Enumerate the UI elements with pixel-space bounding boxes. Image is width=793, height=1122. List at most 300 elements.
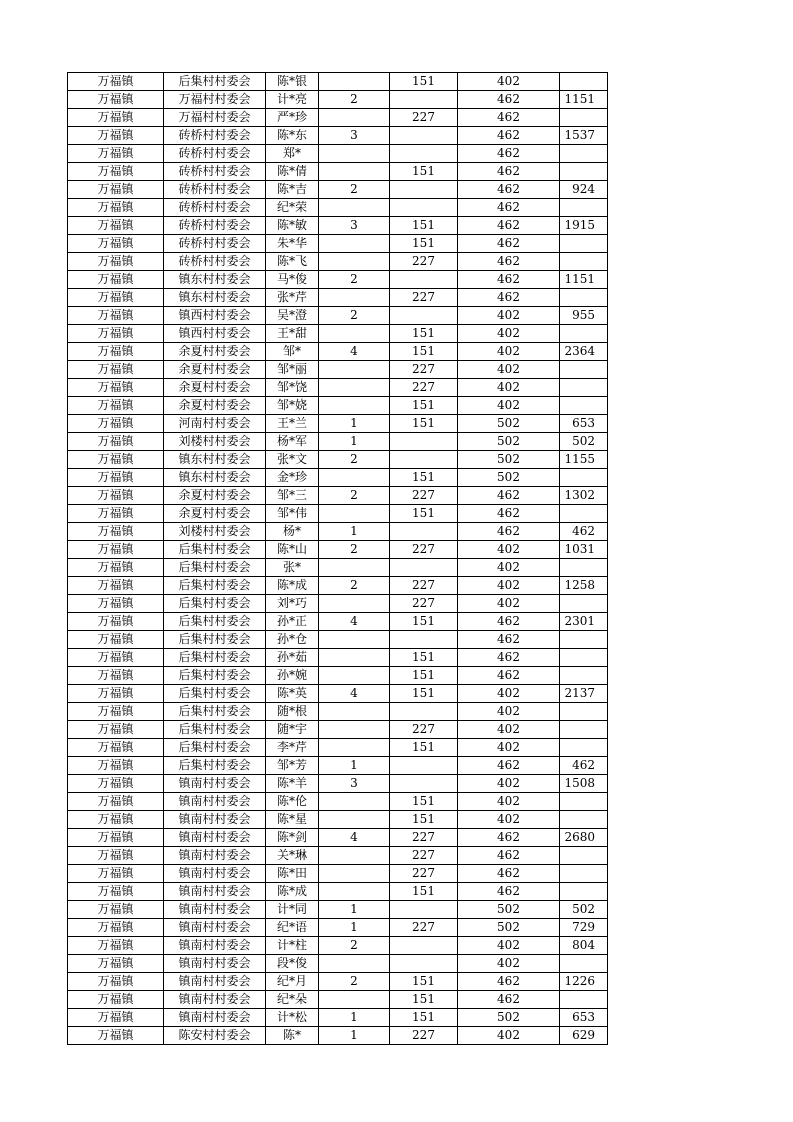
amount-b-cell: 462 (458, 289, 560, 307)
village-cell: 镇南村村委会 (164, 847, 266, 865)
amount-b-cell: 462 (458, 91, 560, 109)
village-cell: 镇南村村委会 (164, 1009, 266, 1027)
household-count-cell: 1 (319, 919, 390, 937)
table-row (68, 469, 608, 487)
village-cell: 镇南村村委会 (164, 919, 266, 937)
village-cell: 砖桥村村委会 (164, 145, 266, 163)
town-cell: 万福镇 (68, 883, 164, 901)
village-cell: 后集村村委会 (164, 613, 266, 631)
name-cell: 张*芹 (266, 289, 319, 307)
table-row (68, 361, 608, 379)
amount-a-cell (390, 775, 458, 793)
table-row (68, 901, 608, 919)
household-count-cell (319, 667, 390, 685)
household-count-cell (319, 235, 390, 253)
total-cell (560, 739, 608, 757)
total-cell: 1151 (560, 91, 608, 109)
amount-b-cell: 402 (458, 307, 560, 325)
amount-a-cell: 227 (390, 1027, 458, 1045)
town-cell: 万福镇 (68, 343, 164, 361)
name-cell: 孙*正 (266, 613, 319, 631)
total-cell: 2680 (560, 829, 608, 847)
name-cell: 杨* (266, 523, 319, 541)
village-cell: 后集村村委会 (164, 667, 266, 685)
total-cell (560, 631, 608, 649)
table-row (68, 145, 608, 163)
town-cell: 万福镇 (68, 595, 164, 613)
amount-a-cell: 227 (390, 919, 458, 937)
name-cell: 计*同 (266, 901, 319, 919)
village-cell: 后集村村委会 (164, 541, 266, 559)
table-row (68, 307, 608, 325)
amount-a-cell: 151 (390, 685, 458, 703)
household-count-cell: 1 (319, 757, 390, 775)
household-count-cell: 1 (319, 433, 390, 451)
name-cell: 陈*东 (266, 127, 319, 145)
village-cell: 刘楼村村委会 (164, 523, 266, 541)
amount-b-cell: 462 (458, 199, 560, 217)
table-row (68, 775, 608, 793)
name-cell: 邹*芳 (266, 757, 319, 775)
amount-b-cell: 402 (458, 559, 560, 577)
table-row (68, 865, 608, 883)
total-cell (560, 955, 608, 973)
table-row (68, 181, 608, 199)
town-cell: 万福镇 (68, 505, 164, 523)
total-cell: 502 (560, 901, 608, 919)
total-cell: 653 (560, 415, 608, 433)
household-count-cell: 2 (319, 181, 390, 199)
table-row (68, 667, 608, 685)
village-cell: 后集村村委会 (164, 631, 266, 649)
amount-b-cell: 402 (458, 541, 560, 559)
amount-b-cell: 462 (458, 109, 560, 127)
total-cell: 1151 (560, 271, 608, 289)
amount-a-cell (390, 199, 458, 217)
total-cell (560, 469, 608, 487)
amount-a-cell (390, 91, 458, 109)
household-count-cell (319, 559, 390, 577)
town-cell: 万福镇 (68, 523, 164, 541)
village-cell: 后集村村委会 (164, 739, 266, 757)
town-cell: 万福镇 (68, 235, 164, 253)
table-row (68, 289, 608, 307)
name-cell: 陈*山 (266, 541, 319, 559)
table-row (68, 523, 608, 541)
table-row (68, 397, 608, 415)
household-count-cell (319, 955, 390, 973)
total-cell (560, 721, 608, 739)
household-count-cell: 2 (319, 541, 390, 559)
name-cell: 杨*军 (266, 433, 319, 451)
town-cell: 万福镇 (68, 469, 164, 487)
table-row (68, 559, 608, 577)
amount-b-cell: 462 (458, 757, 560, 775)
table-row (68, 217, 608, 235)
total-cell (560, 235, 608, 253)
village-cell: 万福村村委会 (164, 109, 266, 127)
village-cell: 后集村村委会 (164, 73, 266, 91)
household-count-cell: 1 (319, 1027, 390, 1045)
amount-b-cell: 462 (458, 973, 560, 991)
total-cell (560, 379, 608, 397)
total-cell: 1537 (560, 127, 608, 145)
village-cell: 砖桥村村委会 (164, 235, 266, 253)
amount-b-cell: 402 (458, 1027, 560, 1045)
amount-b-cell: 462 (458, 613, 560, 631)
amount-b-cell: 462 (458, 631, 560, 649)
table-row (68, 379, 608, 397)
village-cell: 后集村村委会 (164, 757, 266, 775)
table-row (68, 577, 608, 595)
village-cell: 河南村村委会 (164, 415, 266, 433)
table-row (68, 613, 608, 631)
household-count-cell: 2 (319, 451, 390, 469)
village-cell: 镇南村村委会 (164, 991, 266, 1009)
total-cell: 462 (560, 757, 608, 775)
amount-a-cell (390, 901, 458, 919)
name-cell: 段*俊 (266, 955, 319, 973)
town-cell: 万福镇 (68, 685, 164, 703)
household-count-cell: 3 (319, 217, 390, 235)
total-cell (560, 793, 608, 811)
household-count-cell (319, 469, 390, 487)
household-count-cell (319, 163, 390, 181)
amount-a-cell (390, 559, 458, 577)
amount-a-cell: 151 (390, 739, 458, 757)
name-cell: 陈*敏 (266, 217, 319, 235)
table-row (68, 919, 608, 937)
name-cell: 张* (266, 559, 319, 577)
table-row (68, 415, 608, 433)
amount-b-cell: 462 (458, 847, 560, 865)
village-cell: 砖桥村村委会 (164, 127, 266, 145)
village-cell: 余夏村村委会 (164, 379, 266, 397)
amount-b-cell: 402 (458, 325, 560, 343)
amount-b-cell: 462 (458, 235, 560, 253)
town-cell: 万福镇 (68, 145, 164, 163)
table-row (68, 433, 608, 451)
table-row (68, 883, 608, 901)
total-cell (560, 163, 608, 181)
amount-a-cell: 227 (390, 847, 458, 865)
amount-a-cell: 151 (390, 883, 458, 901)
town-cell: 万福镇 (68, 847, 164, 865)
table-row (68, 1009, 608, 1027)
total-cell: 2364 (560, 343, 608, 361)
amount-a-cell: 151 (390, 649, 458, 667)
amount-b-cell: 402 (458, 955, 560, 973)
household-count-cell (319, 361, 390, 379)
household-count-cell: 2 (319, 577, 390, 595)
town-cell: 万福镇 (68, 163, 164, 181)
amount-a-cell (390, 451, 458, 469)
amount-a-cell: 227 (390, 253, 458, 271)
table-row (68, 505, 608, 523)
amount-a-cell: 151 (390, 343, 458, 361)
town-cell: 万福镇 (68, 271, 164, 289)
data-table (67, 72, 608, 1045)
town-cell: 万福镇 (68, 289, 164, 307)
village-cell: 镇南村村委会 (164, 793, 266, 811)
name-cell: 陈*英 (266, 685, 319, 703)
village-cell: 后集村村委会 (164, 703, 266, 721)
household-count-cell: 1 (319, 1009, 390, 1027)
household-count-cell: 4 (319, 343, 390, 361)
name-cell: 王*兰 (266, 415, 319, 433)
village-cell: 余夏村村委会 (164, 397, 266, 415)
household-count-cell (319, 325, 390, 343)
household-count-cell: 1 (319, 901, 390, 919)
total-cell: 2137 (560, 685, 608, 703)
total-cell: 1302 (560, 487, 608, 505)
household-count-cell: 4 (319, 613, 390, 631)
household-count-cell (319, 721, 390, 739)
amount-a-cell (390, 955, 458, 973)
name-cell: 邹*丽 (266, 361, 319, 379)
name-cell: 随*宇 (266, 721, 319, 739)
household-count-cell: 2 (319, 271, 390, 289)
name-cell: 计*松 (266, 1009, 319, 1027)
total-cell (560, 847, 608, 865)
amount-a-cell: 151 (390, 1009, 458, 1027)
town-cell: 万福镇 (68, 487, 164, 505)
town-cell: 万福镇 (68, 559, 164, 577)
town-cell: 万福镇 (68, 955, 164, 973)
amount-a-cell: 227 (390, 109, 458, 127)
name-cell: 孙*仓 (266, 631, 319, 649)
table-row (68, 631, 608, 649)
village-cell: 后集村村委会 (164, 649, 266, 667)
household-count-cell (319, 379, 390, 397)
table-row (68, 451, 608, 469)
village-cell: 镇东村村委会 (164, 469, 266, 487)
amount-a-cell: 151 (390, 415, 458, 433)
table-row (68, 721, 608, 739)
household-count-cell (319, 793, 390, 811)
household-count-cell: 3 (319, 775, 390, 793)
household-count-cell (319, 865, 390, 883)
name-cell: 陈*吉 (266, 181, 319, 199)
household-count-cell (319, 649, 390, 667)
table-row (68, 595, 608, 613)
village-cell: 后集村村委会 (164, 577, 266, 595)
village-cell: 镇西村村委会 (164, 307, 266, 325)
name-cell: 陈*伦 (266, 793, 319, 811)
town-cell: 万福镇 (68, 721, 164, 739)
amount-b-cell: 462 (458, 829, 560, 847)
amount-a-cell: 151 (390, 397, 458, 415)
total-cell: 729 (560, 919, 608, 937)
town-cell: 万福镇 (68, 739, 164, 757)
total-cell (560, 253, 608, 271)
amount-a-cell: 227 (390, 595, 458, 613)
town-cell: 万福镇 (68, 937, 164, 955)
town-cell: 万福镇 (68, 757, 164, 775)
amount-b-cell: 462 (458, 505, 560, 523)
amount-b-cell: 402 (458, 703, 560, 721)
amount-a-cell (390, 433, 458, 451)
name-cell: 马*俊 (266, 271, 319, 289)
name-cell: 王*甜 (266, 325, 319, 343)
household-count-cell (319, 397, 390, 415)
town-cell: 万福镇 (68, 307, 164, 325)
household-count-cell: 2 (319, 91, 390, 109)
total-cell (560, 289, 608, 307)
total-cell (560, 667, 608, 685)
table-row (68, 991, 608, 1009)
town-cell: 万福镇 (68, 667, 164, 685)
table-row (68, 163, 608, 181)
village-cell: 镇南村村委会 (164, 883, 266, 901)
village-cell: 砖桥村村委会 (164, 163, 266, 181)
name-cell: 计*柱 (266, 937, 319, 955)
total-cell (560, 109, 608, 127)
amount-b-cell: 462 (458, 667, 560, 685)
table-row (68, 703, 608, 721)
amount-b-cell: 402 (458, 811, 560, 829)
amount-b-cell: 402 (458, 343, 560, 361)
name-cell: 邹*三 (266, 487, 319, 505)
amount-b-cell: 462 (458, 163, 560, 181)
name-cell: 邹*饶 (266, 379, 319, 397)
amount-b-cell: 462 (458, 865, 560, 883)
amount-a-cell: 151 (390, 235, 458, 253)
total-cell: 1508 (560, 775, 608, 793)
village-cell: 余夏村村委会 (164, 505, 266, 523)
village-cell: 万福村村委会 (164, 91, 266, 109)
household-count-cell (319, 631, 390, 649)
total-cell (560, 199, 608, 217)
household-count-cell (319, 73, 390, 91)
town-cell: 万福镇 (68, 415, 164, 433)
table-row (68, 91, 608, 109)
town-cell: 万福镇 (68, 199, 164, 217)
town-cell: 万福镇 (68, 109, 164, 127)
town-cell: 万福镇 (68, 1027, 164, 1045)
amount-b-cell: 462 (458, 883, 560, 901)
amount-b-cell: 462 (458, 487, 560, 505)
name-cell: 陈*星 (266, 811, 319, 829)
name-cell: 陈* (266, 1027, 319, 1045)
amount-b-cell: 402 (458, 361, 560, 379)
name-cell: 陈*成 (266, 883, 319, 901)
table-row (68, 811, 608, 829)
household-count-cell (319, 199, 390, 217)
town-cell: 万福镇 (68, 577, 164, 595)
name-cell: 吴*澄 (266, 307, 319, 325)
household-count-cell: 4 (319, 685, 390, 703)
name-cell: 陈*剑 (266, 829, 319, 847)
household-count-cell: 4 (319, 829, 390, 847)
town-cell: 万福镇 (68, 181, 164, 199)
total-cell (560, 883, 608, 901)
village-cell: 镇南村村委会 (164, 811, 266, 829)
total-cell: 1915 (560, 217, 608, 235)
total-cell: 1226 (560, 973, 608, 991)
name-cell: 陈*田 (266, 865, 319, 883)
amount-b-cell: 502 (458, 919, 560, 937)
total-cell: 804 (560, 937, 608, 955)
town-cell: 万福镇 (68, 379, 164, 397)
town-cell: 万福镇 (68, 919, 164, 937)
village-cell: 镇南村村委会 (164, 775, 266, 793)
amount-b-cell: 502 (458, 469, 560, 487)
name-cell: 随*根 (266, 703, 319, 721)
household-count-cell: 2 (319, 973, 390, 991)
name-cell: 纪*荣 (266, 199, 319, 217)
table-row (68, 235, 608, 253)
table-row (68, 109, 608, 127)
village-cell: 后集村村委会 (164, 559, 266, 577)
amount-a-cell (390, 937, 458, 955)
amount-a-cell: 227 (390, 865, 458, 883)
amount-b-cell: 402 (458, 721, 560, 739)
village-cell: 镇南村村委会 (164, 865, 266, 883)
table-row (68, 199, 608, 217)
table-row (68, 829, 608, 847)
village-cell: 陈安村村委会 (164, 1027, 266, 1045)
town-cell: 万福镇 (68, 811, 164, 829)
household-count-cell (319, 703, 390, 721)
total-cell (560, 991, 608, 1009)
total-cell: 1031 (560, 541, 608, 559)
village-cell: 砖桥村村委会 (164, 199, 266, 217)
village-cell: 镇东村村委会 (164, 271, 266, 289)
total-cell (560, 703, 608, 721)
amount-a-cell (390, 181, 458, 199)
table-row (68, 757, 608, 775)
name-cell: 孙*婉 (266, 667, 319, 685)
household-count-cell: 1 (319, 523, 390, 541)
household-count-cell (319, 109, 390, 127)
amount-a-cell: 151 (390, 613, 458, 631)
total-cell (560, 811, 608, 829)
amount-a-cell (390, 631, 458, 649)
table-row (68, 955, 608, 973)
household-count-cell: 2 (319, 307, 390, 325)
amount-a-cell: 151 (390, 163, 458, 181)
village-cell: 后集村村委会 (164, 721, 266, 739)
town-cell: 万福镇 (68, 613, 164, 631)
total-cell: 502 (560, 433, 608, 451)
town-cell: 万福镇 (68, 217, 164, 235)
town-cell: 万福镇 (68, 397, 164, 415)
town-cell: 万福镇 (68, 73, 164, 91)
total-cell (560, 145, 608, 163)
amount-b-cell: 402 (458, 685, 560, 703)
total-cell (560, 397, 608, 415)
town-cell: 万福镇 (68, 973, 164, 991)
household-count-cell: 1 (319, 415, 390, 433)
village-cell: 镇西村村委会 (164, 325, 266, 343)
name-cell: 李*芹 (266, 739, 319, 757)
amount-b-cell: 462 (458, 253, 560, 271)
table-row (68, 1027, 608, 1045)
table-body (68, 73, 608, 1045)
town-cell: 万福镇 (68, 451, 164, 469)
amount-b-cell: 402 (458, 397, 560, 415)
amount-a-cell: 151 (390, 325, 458, 343)
amount-a-cell: 151 (390, 991, 458, 1009)
amount-a-cell: 151 (390, 73, 458, 91)
table-row (68, 649, 608, 667)
village-cell: 镇南村村委会 (164, 937, 266, 955)
name-cell: 郑* (266, 145, 319, 163)
household-count-cell (319, 289, 390, 307)
amount-b-cell: 402 (458, 775, 560, 793)
name-cell: 陈*飞 (266, 253, 319, 271)
